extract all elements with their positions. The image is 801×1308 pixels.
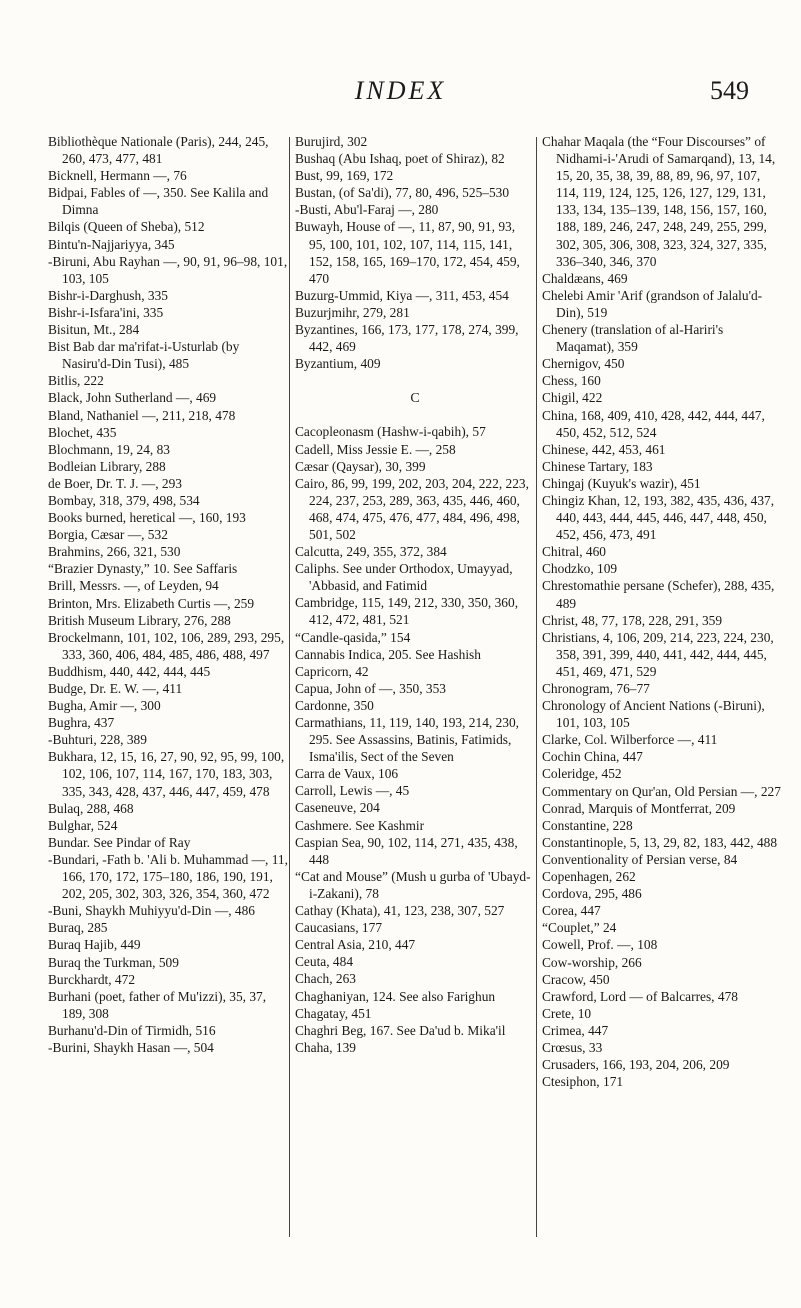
index-entry: Bushaq (Abu Ishaq, poet of Shiraz), 82 bbox=[295, 151, 505, 167]
index-entry: Crawford, Lord — of Balcarres, 478 bbox=[542, 988, 738, 1004]
index-entry: Chaghri Beg, 167. See Da'ud b. Mika'il bbox=[295, 1022, 506, 1038]
index-entry: Carra de Vaux, 106 bbox=[295, 766, 399, 782]
index-entry: Cow-worship, 266 bbox=[542, 954, 642, 970]
index-entry: Chaldæans, 469 bbox=[542, 270, 628, 286]
index-entry: Buddhism, 440, 442, 444, 445 bbox=[48, 663, 211, 679]
index-entry: Brockelmann, 101, 102, 106, 289, 293, 295, 333, 360, 406, 484, 485, 486, 488, 497 bbox=[48, 629, 285, 662]
column-divider bbox=[536, 137, 537, 1237]
index-entry: Chodzko, 109 bbox=[542, 561, 618, 577]
index-entry: Conrad, Marquis of Montferrat, 209 bbox=[542, 800, 736, 816]
index-entry: -Bundari, -Fath b. 'Ali b. Muhammad —, 11, 166, 170, 172, 175–180, 186, 190, 191, 202, 205, 302, 303, 326, 354, 360, 472 bbox=[48, 851, 288, 902]
index-entry: Calcutta, 249, 355, 372, 384 bbox=[295, 544, 447, 560]
index-entry: Coleridge, 452 bbox=[542, 766, 622, 782]
index-entry: Caliphs. See under Orthodox, Umayyad, 'Abbasid, and Fatimid bbox=[295, 561, 513, 594]
index-entry: Bisitun, Mt., 284 bbox=[48, 322, 140, 338]
index-column-1 bbox=[48, 133, 288, 1056]
index-entry: “Candle-qasida,” 154 bbox=[295, 629, 411, 645]
index-entry: Cambridge, 115, 149, 212, 330, 350, 360, 412, 472, 481, 521 bbox=[295, 595, 519, 628]
index-entry: Bintu'n-Najjariyya, 345 bbox=[48, 236, 175, 252]
index-entry: China, 168, 409, 410, 428, 442, 444, 447, 450, 452, 512, 524 bbox=[542, 407, 765, 440]
index-entry: Bombay, 318, 379, 498, 534 bbox=[48, 492, 200, 508]
index-entry: Brahmins, 266, 321, 530 bbox=[48, 544, 181, 560]
index-entry: Cadell, Miss Jessie E. —, 258 bbox=[295, 441, 456, 457]
index-entry: Commentary on Qur'an, Old Persian —, 227 bbox=[542, 783, 781, 799]
index-entry: Cannabis Indica, 205. See Hashish bbox=[295, 646, 481, 662]
running-head: INDEX bbox=[354, 76, 447, 105]
index-entry: “Brazier Dynasty,” 10. See Saffaris bbox=[48, 561, 238, 577]
index-entry: Burckhardt, 472 bbox=[48, 971, 136, 987]
index-entry: Budge, Dr. E. W. —, 411 bbox=[48, 681, 183, 696]
index-entry: Bitlis, 222 bbox=[48, 373, 104, 389]
index-entry: Constantinople, 5, 13, 29, 82, 183, 442, 488 bbox=[542, 834, 778, 850]
index-entry: Capua, John of —, 350, 353 bbox=[295, 680, 447, 696]
index-entry: Central Asia, 210, 447 bbox=[295, 937, 416, 953]
index-entry: Caspian Sea, 90, 102, 114, 271, 435, 438, 448 bbox=[295, 834, 518, 867]
index-entry: -Biruni, Abu Rayhan —, 90, 91, 96–98, 101, 103, 105 bbox=[48, 253, 288, 286]
index-entry: Bukhara, 12, 15, 16, 27, 90, 92, 95, 99, 100, 102, 106, 107, 114, 167, 170, 183, 303, 335, 343, 428, 437, 446, 447, 459, 478 bbox=[48, 749, 285, 799]
index-entry: Bland, Nathaniel —, 211, 218, 478 bbox=[48, 407, 236, 423]
index-entry: Christians, 4, 106, 209, 214, 223, 224, 230, 358, 391, 399, 440, 441, 442, 444, 445, 451, 469, 471, 529 bbox=[542, 629, 774, 679]
index-entry: Buzurjmihr, 279, 281 bbox=[295, 304, 410, 320]
index-entry: Bibliothèque Nationale (Paris), 244, 245, 260, 473, 477, 481 bbox=[48, 134, 269, 167]
index-entry: “Cat and Mouse” (Mush u gurba of 'Ubayd-i-Zakani), 78 bbox=[295, 868, 531, 901]
index-entry: Crimea, 447 bbox=[542, 1022, 609, 1038]
index-entry: Cacopleonasm (Hashw-i-qabih), 57 bbox=[295, 424, 486, 440]
index-entry: de Boer, Dr. T. J. —, 293 bbox=[48, 475, 182, 491]
index-entry: Cowell, Prof. —, 108 bbox=[542, 937, 658, 953]
index-entry: Chaghaniyan, 124. See also Farighun bbox=[295, 988, 496, 1004]
index-entry: -Buni, Shaykh Muhiyyu'd-Din —, 486 bbox=[48, 903, 255, 919]
index-entry: Chingiz Khan, 12, 193, 382, 435, 436, 437, 440, 443, 444, 445, 446, 447, 448, 450, 452, 456, 473, 491 bbox=[542, 492, 775, 543]
index-entry: Bulaq, 288, 468 bbox=[48, 800, 134, 816]
index-entry: Buwayh, House of —, 11, 87, 90, 91, 93, 95, 100, 101, 102, 107, 114, 115, 141, 152, 158, 165, 169–170, 172, 454, 459, 470 bbox=[295, 219, 520, 286]
index-entry: Crœsus, 33 bbox=[542, 1039, 603, 1055]
index-entry: Chrestomathie persane (Schefer), 288, 435, 489 bbox=[542, 578, 775, 611]
index-entry: Blochet, 435 bbox=[48, 424, 117, 440]
index-column-2 bbox=[295, 133, 535, 1056]
index-entry: Chaha, 139 bbox=[295, 1039, 356, 1055]
index-entry: Chinese, 442, 453, 461 bbox=[542, 441, 666, 457]
index-entry: Blochmann, 19, 24, 83 bbox=[48, 441, 170, 457]
index-entry: Bodleian Library, 288 bbox=[48, 458, 166, 474]
index-entry: Chelebi Amir 'Arif (grandson of Jalalu'd-Din), 519 bbox=[542, 287, 763, 320]
index-entry: Buzurg-Ummid, Kiya —, 311, 453, 454 bbox=[295, 287, 509, 303]
index-entry: Carmathians, 11, 119, 140, 193, 214, 230, 295. See Assassins, Batinis, Fatimids, Isma'ilis, Sect of the Seven bbox=[295, 715, 520, 765]
index-entry: Byzantium, 409 bbox=[295, 356, 381, 372]
index-entry: Bust, 99, 169, 172 bbox=[295, 168, 394, 184]
index-entry: Chagatay, 451 bbox=[295, 1005, 372, 1021]
index-entry: Constantine, 228 bbox=[542, 817, 633, 833]
index-entry: Chronogram, 76–77 bbox=[542, 681, 650, 696]
index-entry: Bugha, Amir —, 300 bbox=[48, 698, 161, 714]
index-entry: Bughra, 437 bbox=[48, 715, 115, 731]
index-entry: Bishr-i-Isfara'ini, 335 bbox=[48, 304, 164, 320]
index-entry: British Museum Library, 276, 288 bbox=[48, 612, 231, 628]
index-entry: Copenhagen, 262 bbox=[542, 869, 636, 885]
index-entry: Brill, Messrs. —, of Leyden, 94 bbox=[48, 578, 219, 594]
index-entry: Ctesiphon, 171 bbox=[542, 1074, 624, 1090]
index-entry: Caseneuve, 204 bbox=[295, 800, 380, 816]
index-entry: Buraq, 285 bbox=[48, 920, 108, 936]
index-entry: Caucasians, 177 bbox=[295, 920, 383, 936]
index-entry: Chronology of Ancient Nations (-Biruni), 101, 103, 105 bbox=[542, 698, 765, 731]
index-entry: Ceuta, 484 bbox=[295, 954, 354, 970]
index-entry: Cairo, 86, 99, 199, 202, 203, 204, 222, 223, 224, 237, 253, 289, 363, 435, 446, 460, 468, 474, 475, 476, 477, 484, 496, 498, 501, 502 bbox=[295, 475, 529, 542]
index-entry: -Burini, Shaykh Hasan —, 504 bbox=[48, 1039, 214, 1055]
index-entry: Bist Bab dar ma'rifat-i-Usturlab (by Nasiru'd-Din Tusi), 485 bbox=[48, 339, 240, 372]
index-entry: “Couplet,” 24 bbox=[542, 920, 617, 936]
index-entry: Bicknell, Hermann —, 76 bbox=[48, 168, 187, 184]
index-entry: Burujird, 302 bbox=[295, 134, 368, 149]
index-entry: Burhani (poet, father of Mu'izzi), 35, 37, 189, 308 bbox=[48, 988, 267, 1021]
index-entry: Cochin China, 447 bbox=[542, 749, 643, 765]
index-entry: Borgia, Cæsar —, 532 bbox=[48, 527, 168, 543]
index-entry: Chess, 160 bbox=[542, 373, 601, 389]
index-entry: Cardonne, 350 bbox=[295, 697, 374, 713]
index-entry: Bulghar, 524 bbox=[48, 817, 118, 833]
index-entry: Cæsar (Qaysar), 30, 399 bbox=[295, 458, 426, 474]
index-entry: Chenery (translation of al-Hariri's Maqamat), 359 bbox=[542, 322, 724, 355]
index-entry: Chigil, 422 bbox=[542, 390, 603, 406]
index-entry: Byzantines, 166, 173, 177, 178, 274, 399, 442, 469 bbox=[295, 322, 519, 355]
index-entry: Bidpai, Fables of —, 350. See Kalila and Dimna bbox=[48, 185, 269, 218]
index-entry: Capricorn, 42 bbox=[295, 663, 369, 679]
index-entry: Cashmere. See Kashmir bbox=[295, 817, 425, 833]
index-entry: Christ, 48, 77, 178, 228, 291, 359 bbox=[542, 612, 723, 628]
index-entry: Cordova, 295, 486 bbox=[542, 886, 642, 902]
index-entry: Cathay (Khata), 41, 123, 238, 307, 527 bbox=[295, 903, 505, 919]
index-entry: Crete, 10 bbox=[542, 1005, 592, 1021]
index-entry: Cracow, 450 bbox=[542, 971, 610, 987]
index-entry: -Buhturi, 228, 389 bbox=[48, 732, 147, 748]
index-entry: Brinton, Mrs. Elizabeth Curtis —, 259 bbox=[48, 595, 255, 611]
index-entry: Chingaj (Kuyuk's wazir), 451 bbox=[542, 475, 701, 491]
page-number: 549 bbox=[710, 76, 749, 105]
index-column-3 bbox=[542, 133, 782, 1090]
index-entry: Crusaders, 166, 193, 204, 206, 209 bbox=[542, 1057, 730, 1073]
index-entry: Carroll, Lewis —, 45 bbox=[295, 783, 410, 799]
column-divider bbox=[289, 137, 290, 1237]
index-entry: Chinese Tartary, 183 bbox=[542, 458, 653, 474]
index-entry: Burhanu'd-Din of Tirmidh, 516 bbox=[48, 1022, 216, 1038]
index-entry: Bilqis (Queen of Sheba), 512 bbox=[48, 219, 205, 235]
index-entry: Corea, 447 bbox=[542, 903, 601, 919]
index-entry: Chitral, 460 bbox=[542, 544, 606, 560]
index-entry: Black, John Sutherland —, 469 bbox=[48, 390, 217, 406]
index-entry: Conventionality of Persian verse, 84 bbox=[542, 851, 738, 867]
index-entry: Buraq the Turkman, 509 bbox=[48, 954, 179, 970]
index-entry: Books burned, heretical —, 160, 193 bbox=[48, 510, 246, 526]
index-entry: Chach, 263 bbox=[295, 971, 356, 987]
index-entry: Bishr-i-Darghush, 335 bbox=[48, 287, 168, 303]
section-letter: C bbox=[410, 391, 420, 407]
index-entry: Bustan, (of Sa'di), 77, 80, 496, 525–530 bbox=[295, 185, 510, 201]
index-entry: Buraq Hajib, 449 bbox=[48, 937, 141, 953]
index-entry: Chernigov, 450 bbox=[542, 356, 625, 372]
index-entry: Clarke, Col. Wilberforce —, 411 bbox=[542, 732, 718, 748]
index-entry: -Busti, Abu'l-Faraj —, 280 bbox=[295, 202, 439, 218]
index-entry: Bundar. See Pindar of Ray bbox=[48, 834, 191, 850]
index-entry: Chahar Maqala (the “Four Discourses” of Nidhami-i-'Arudi of Samarqand), 13, 14, 15, 20, 35, 38, 39, 88, 89, 96, 97, 107, 114, 119, 124, 125, 126, 127, 129, 131, 133, 134, 135–139, 148, 156, 157, 160, 188, 189, 246, 247, 248, 249, 255, 299, 302, 305, 306, 308, 323, 324, 327, 335, 336–340, 346, 370 bbox=[542, 134, 776, 269]
